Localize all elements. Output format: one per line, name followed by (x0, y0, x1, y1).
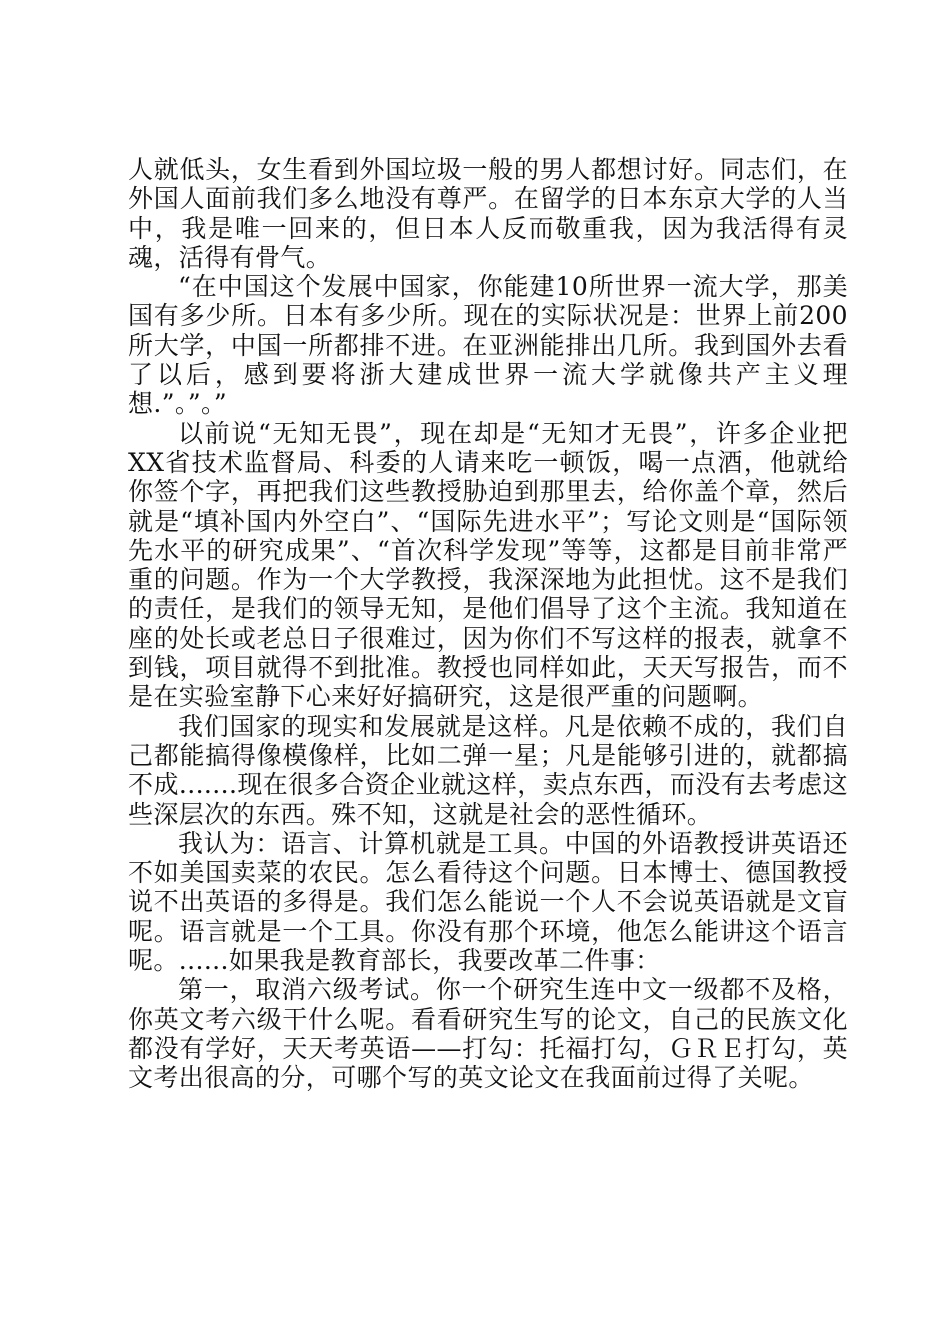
document-body (128, 155, 848, 1093)
paragraph-1: 人就低头，女生看到外国垃圾一般的男人都想讨好。同志们，在外国人面前我们多么地没有尊严。在留学的日本东京大学的人当中，我是唯一回来的，但日本人反而敬重我，因为我活得有灵魂，活得有骨气。 (128, 155, 848, 272)
paragraph-3: 以前说“无知无畏”，现在却是“无知才无畏”，许多企业把XX省技术监督局、科委的人请来吃一顿饭，喝一点酒，他就给你签个字，再把我们这些教授胁迫到那里去，给你盖个章，然后就是“填补国内外空白”、“国际先进水平”；写论文则是“国际领先水平的研究成果”、“首次科学发现”等等，这都是目前非常严重的问题。作为一个大学教授，我深深地为此担忧。这不是我们的责任，是我们的领导无知，是他们倡导了这个主流。我知道在座的处长或老总日子很难过，因为你们不写这样的报表，就拿不到钱，项目就得不到批准。教授也同样如此，天天写报告，而不是在实验室静下心来好好搞研究，这是很严重的问题啊。 (128, 418, 848, 712)
paragraph-6: 第一，取消六级考试。你一个研究生连中文一级都不及格，你英文考六级干什么呢。看看研究生写的论文，自己的民族文化都没有学好，天天考英语——打勾：托福打勾，ＧＲＥ打勾，英文考出很高的分，可哪个写的英文论文在我面前过得了关呢。 (128, 975, 848, 1093)
paragraph-2: “在中国这个发展中国家，你能建10所世界一流大学，那美国有多少所。日本有多少所。现在的实际状况是：世界上前200所大学，中国一所都排不进。在亚洲能排出几所。我到国外去看了以后，感到要将浙大建成世界一流大学就像共产主义理想.”。”。” (128, 272, 848, 419)
paragraph-4: 我们国家的现实和发展就是这样。凡是依赖不成的，我们自己都能搞得像模像样，比如二弹一星；凡是能够引进的，就都搞不成.......现在很多合资企业就这样，卖点东西，而没有去考虑这些深层次的东西。殊不知，这就是社会的恶性循环。 (128, 711, 848, 829)
paragraph-5: 我认为：语言、计算机就是工具。中国的外语教授讲英语还不如美国卖菜的农民。怎么看待这个问题。日本博士、德国教授说不出英语的多得是。我们怎么能说一个人不会说英语就是文盲呢。语言就是一个工具。你没有那个环境，他怎么能讲这个语言呢。......如果我是教育部长，我要改革二件事： (128, 828, 848, 976)
